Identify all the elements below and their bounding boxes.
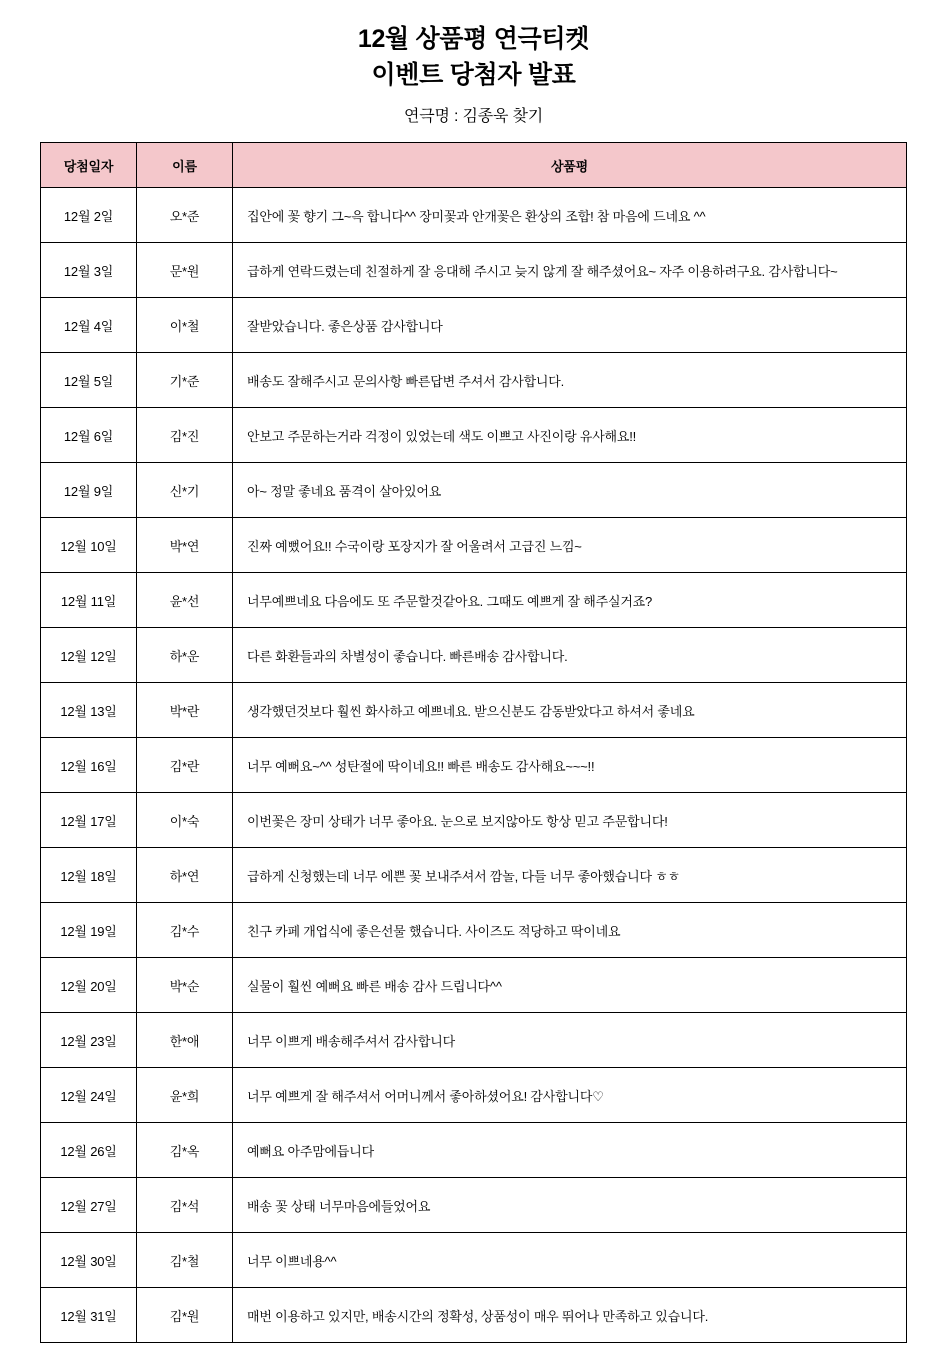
cell-review: 너무 이쁘게 배송해주셔서 감사합니다 (233, 1013, 907, 1068)
cell-date: 12월 6일 (41, 408, 137, 463)
table-row (41, 1233, 907, 1288)
table-header (41, 143, 907, 188)
cell-name: 김*원 (137, 1288, 233, 1343)
page-title (40, 22, 907, 93)
cell-review: 매번 이용하고 있지만, 배송시간의 정확성, 상품성이 매우 뛰어나 만족하고 있습니다. (233, 1288, 907, 1343)
table-row (41, 353, 907, 408)
winners-table (40, 142, 907, 1343)
table-row (41, 738, 907, 793)
cell-name: 김*철 (137, 1233, 233, 1288)
cell-date: 12월 3일 (41, 243, 137, 298)
cell-date: 12월 30일 (41, 1233, 137, 1288)
cell-name: 윤*희 (137, 1068, 233, 1123)
cell-review: 너무 예뻐요~^^ 성탄절에 딱이네요!! 빠른 배송도 감사해요~~~!! (233, 738, 907, 793)
cell-name: 이*숙 (137, 793, 233, 848)
play-name-subtitle: 연극명 : 김종욱 찾기 (403, 108, 544, 125)
cell-name: 김*수 (137, 903, 233, 958)
cell-name: 문*원 (137, 243, 233, 298)
column-header-date: 당첨일자 (41, 143, 137, 188)
table-row (41, 518, 907, 573)
cell-review: 예뻐요 아주맘에듭니다 (233, 1123, 907, 1178)
cell-name: 김*석 (137, 1178, 233, 1233)
cell-date: 12월 19일 (41, 903, 137, 958)
cell-review: 친구 카페 개업식에 좋은선물 했습니다. 사이즈도 적당하고 딱이네요 (233, 903, 907, 958)
cell-name: 김*란 (137, 738, 233, 793)
cell-date: 12월 23일 (41, 1013, 137, 1068)
table-row (41, 573, 907, 628)
table-row (41, 1178, 907, 1233)
column-header-name: 이름 (137, 143, 233, 188)
cell-date: 12월 20일 (41, 958, 137, 1013)
table-row (41, 628, 907, 683)
cell-name: 김*옥 (137, 1123, 233, 1178)
cell-name: 하*연 (137, 848, 233, 903)
cell-name: 한*애 (137, 1013, 233, 1068)
cell-name: 박*연 (137, 518, 233, 573)
table-header-row (41, 143, 907, 188)
table-row (41, 298, 907, 353)
cell-name: 박*란 (137, 683, 233, 738)
cell-date: 12월 31일 (41, 1288, 137, 1343)
table-row (41, 188, 907, 243)
cell-review: 배송도 잘해주시고 문의사항 빠른답변 주셔서 감사합니다. (233, 353, 907, 408)
table-row (41, 243, 907, 298)
table-row (41, 463, 907, 518)
cell-date: 12월 26일 (41, 1123, 137, 1178)
table-row (41, 903, 907, 958)
cell-review: 안보고 주문하는거라 걱정이 있었는데 색도 이쁘고 사진이랑 유사해요!! (233, 408, 907, 463)
cell-name: 오*준 (137, 188, 233, 243)
cell-review: 배송 꽃 상태 너무마음에들었어요 (233, 1178, 907, 1233)
cell-review: 잘받았습니다. 좋은상품 감사합니다 (233, 298, 907, 353)
title-line-1: 12월 상품평 연극티켓 (357, 25, 590, 53)
title-line-2: 이벤트 당첨자 발표 (371, 60, 576, 89)
cell-review: 너무 예쁘게 잘 해주셔서 어머니께서 좋아하셨어요! 감사합니다♡ (233, 1068, 907, 1123)
cell-date: 12월 27일 (41, 1178, 137, 1233)
cell-review: 급하게 연락드렸는데 친절하게 잘 응대해 주시고 늦지 않게 잘 해주셨어요~ 자주 이용하려구요. 감사합니다~ (233, 243, 907, 298)
cell-name: 하*운 (137, 628, 233, 683)
cell-date: 12월 9일 (41, 463, 137, 518)
cell-review: 집안에 꽃 향기 그~윽 합니다^^ 장미꽃과 안개꽃은 환상의 조합! 참 마음에 드네요 ^^ (233, 188, 907, 243)
cell-date: 12월 13일 (41, 683, 137, 738)
cell-name: 박*순 (137, 958, 233, 1013)
table-row (41, 958, 907, 1013)
table-row (41, 683, 907, 738)
table-row (41, 1013, 907, 1068)
table-row (41, 1068, 907, 1123)
cell-name: 기*준 (137, 353, 233, 408)
cell-date: 12월 2일 (41, 188, 137, 243)
cell-review: 실물이 훨씬 예뻐요 빠른 배송 감사 드립니다^^ (233, 958, 907, 1013)
cell-date: 12월 4일 (41, 298, 137, 353)
cell-name: 신*기 (137, 463, 233, 518)
table-row (41, 793, 907, 848)
cell-name: 윤*선 (137, 573, 233, 628)
cell-review: 너무예쁘네요 다음에도 또 주문할것같아요. 그때도 예쁘게 잘 해주실거죠? (233, 573, 907, 628)
table-row (41, 1123, 907, 1178)
table-row (41, 408, 907, 463)
column-header-review: 상품평 (233, 143, 907, 188)
cell-name: 김*진 (137, 408, 233, 463)
table-body (41, 188, 907, 1343)
cell-name: 이*철 (137, 298, 233, 353)
cell-date: 12월 11일 (41, 573, 137, 628)
cell-date: 12월 18일 (41, 848, 137, 903)
table-row (41, 1288, 907, 1343)
table-row (41, 848, 907, 903)
cell-review: 다른 화환들과의 차별성이 좋습니다. 빠른배송 감사합니다. (233, 628, 907, 683)
cell-date: 12월 24일 (41, 1068, 137, 1123)
cell-review: 진짜 예뻤어요!! 수국이랑 포장지가 잘 어울려서 고급진 느낌~ (233, 518, 907, 573)
cell-review: 이번꽃은 장미 상태가 너무 좋아요. 눈으로 보지않아도 항상 믿고 주문합니다! (233, 793, 907, 848)
cell-review: 생각했던것보다 훨씬 화사하고 예쁘네요. 받으신분도 감동받았다고 하셔서 좋네요 (233, 683, 907, 738)
cell-date: 12월 17일 (41, 793, 137, 848)
cell-date: 12월 16일 (41, 738, 137, 793)
cell-review: 급하게 신청했는데 너무 에쁜 꽃 보내주셔서 깜놀, 다들 너무 좋아했습니다 ㅎㅎ (233, 848, 907, 903)
cell-date: 12월 5일 (41, 353, 137, 408)
cell-date: 12월 10일 (41, 518, 137, 573)
cell-review: 아~ 정말 좋네요 품격이 살아있어요 (233, 463, 907, 518)
cell-date: 12월 12일 (41, 628, 137, 683)
cell-review: 너무 이쁘네용^^ (233, 1233, 907, 1288)
